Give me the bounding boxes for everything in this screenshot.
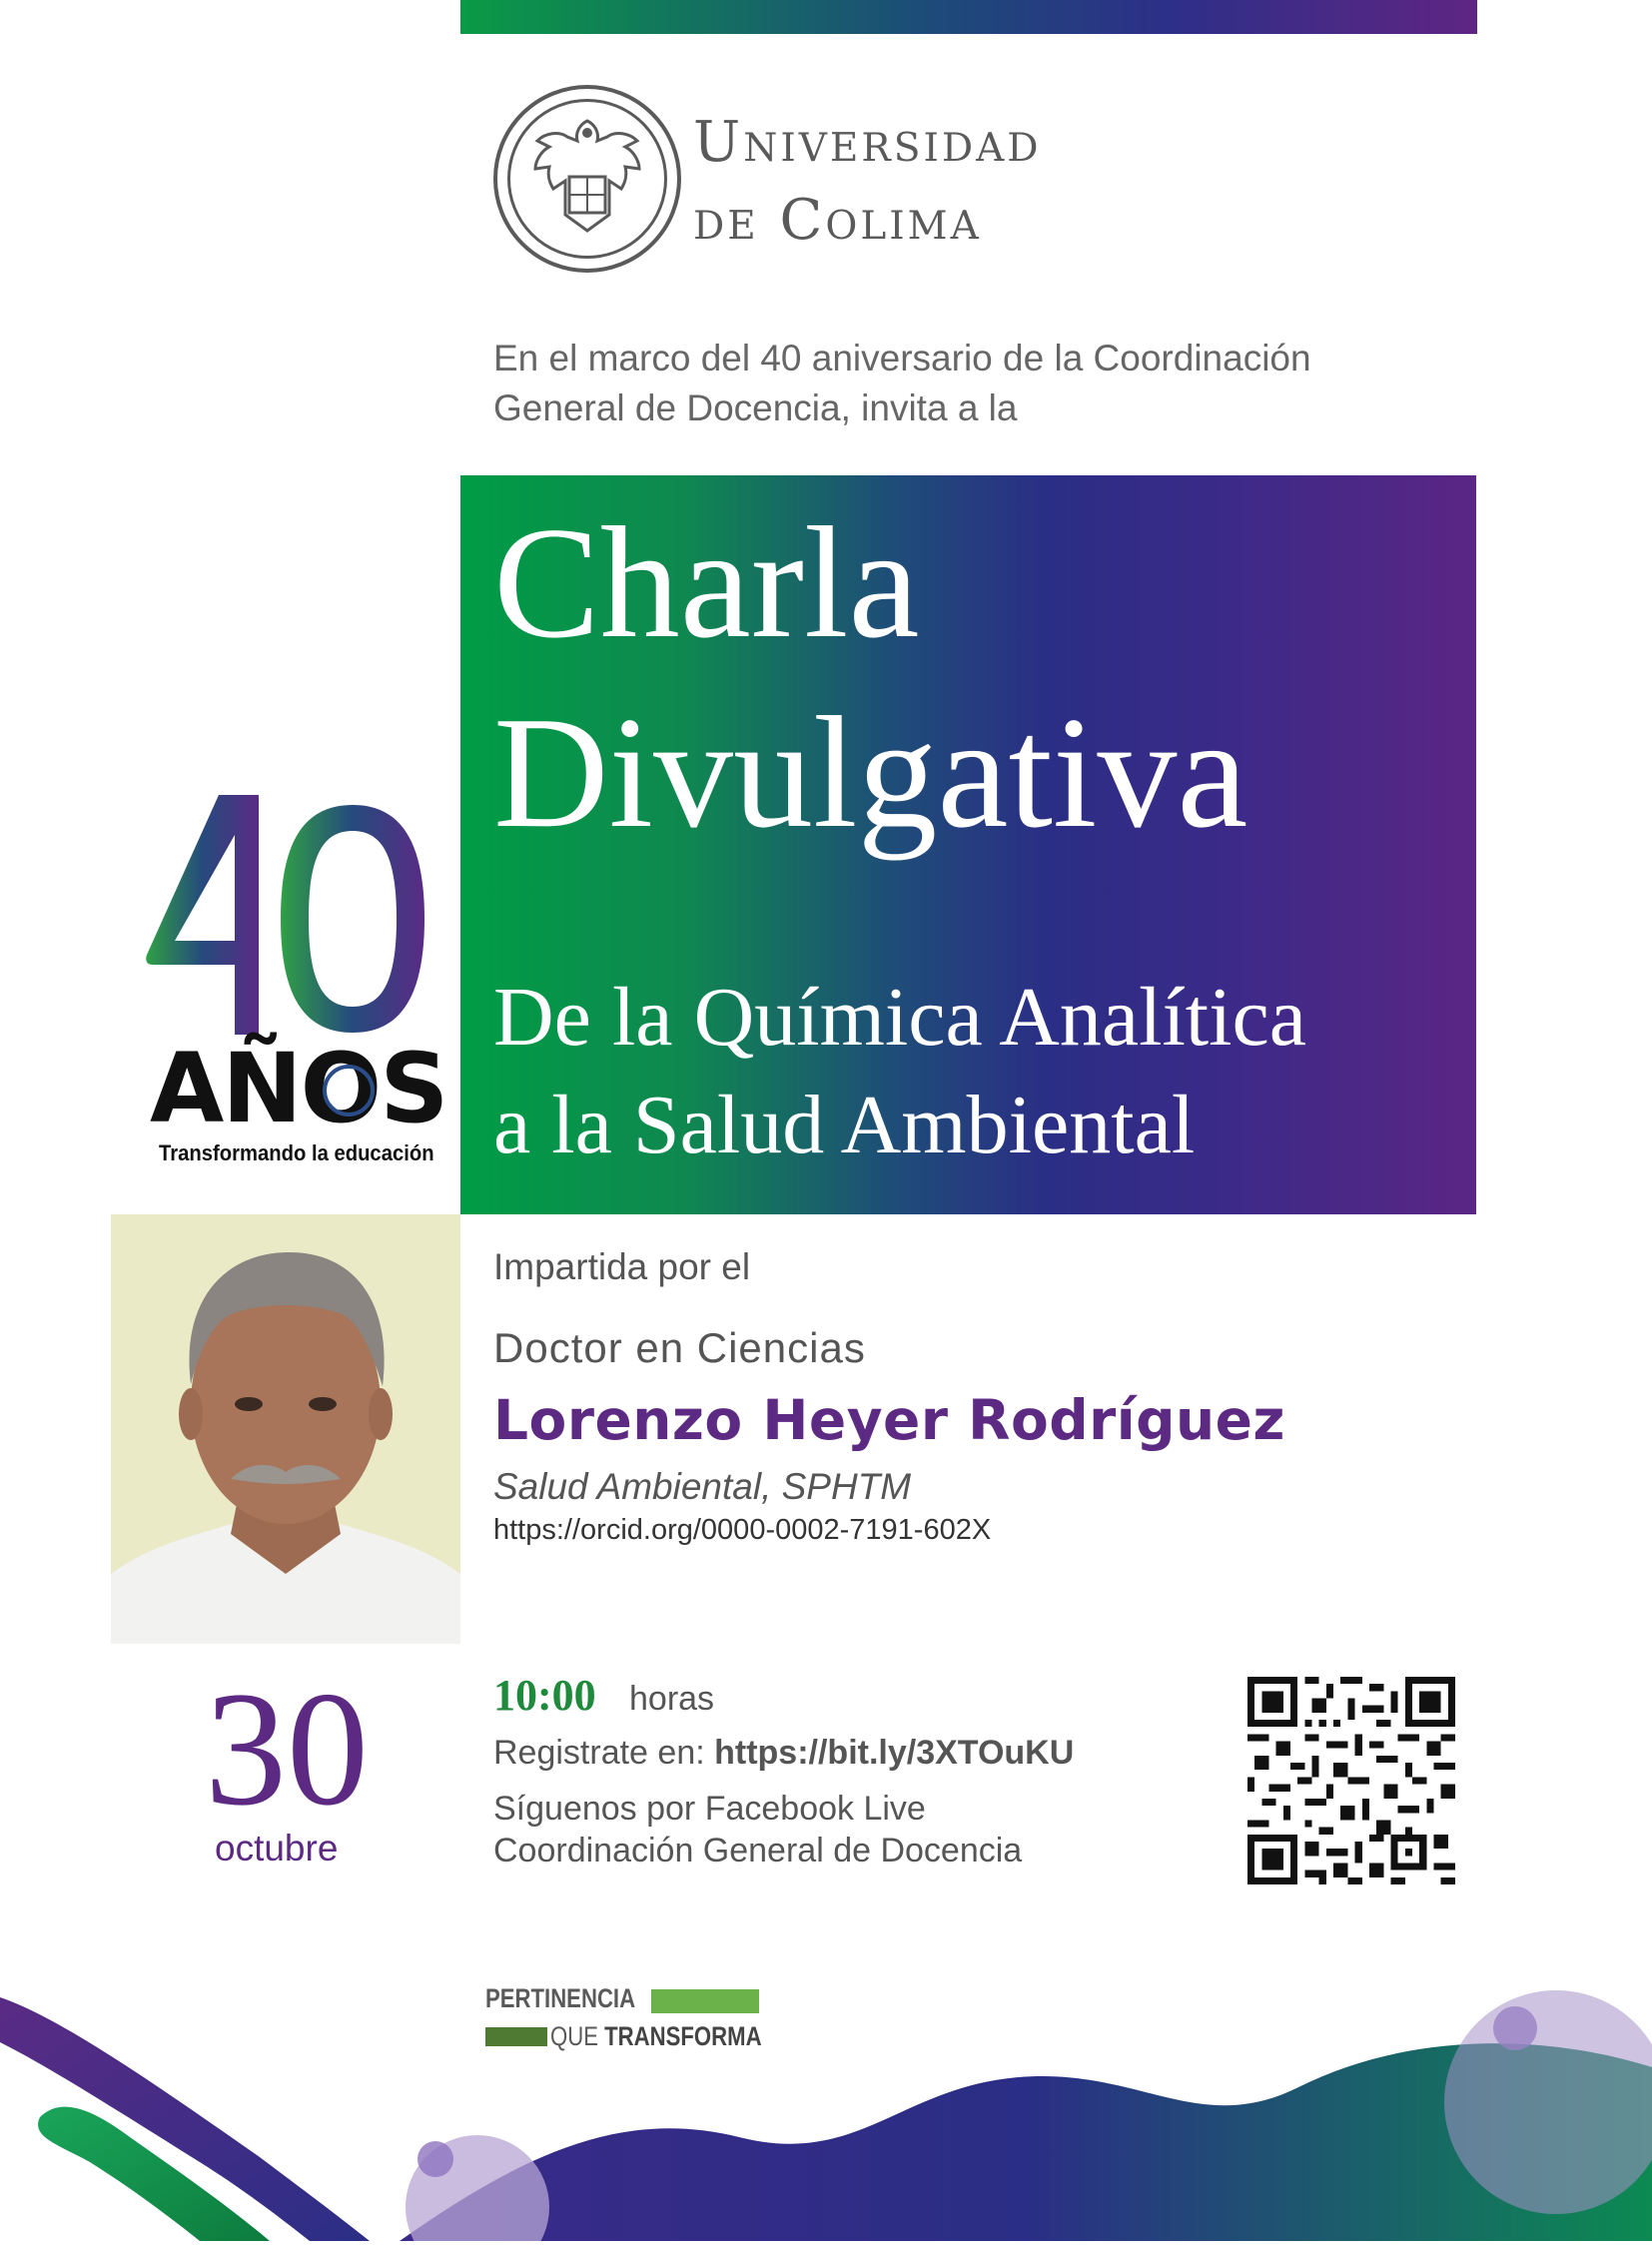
anniversary-40-logo (145, 795, 434, 1049)
register-label: Registrate en: (493, 1734, 715, 1772)
qr-code-icon[interactable] (1247, 1677, 1455, 1884)
top-gradient-bar (460, 0, 1477, 34)
footer-logo-line2b: TRANSFORMA (604, 2021, 762, 2051)
register-link[interactable]: https://bit.ly/3XTOuKU (714, 1734, 1075, 1772)
event-subtitle-line1: De la Química Analítica (493, 971, 1307, 1064)
cgd-emblem-icon (323, 1065, 375, 1117)
event-title-line1: Charla (493, 493, 920, 671)
speaker-name: Lorenzo Heyer Rodríguez (493, 1388, 1285, 1452)
speaker-affiliation: Salud Ambiental, SPHTM (493, 1466, 912, 1507)
intro-text (493, 334, 1452, 433)
anniversary-tagline: Transformando la educación (159, 1140, 434, 1165)
event-title-line2: Divulgativa (493, 683, 1248, 861)
speaker-degree: Doctor en Ciencias (493, 1324, 866, 1371)
university-seal-icon (493, 85, 681, 273)
event-day: 30 (205, 1659, 369, 1840)
event-month: octubre (215, 1828, 339, 1869)
intro-line1: En el marco del 40 aniversario de la Coordinación (493, 338, 1311, 378)
event-subtitle (493, 964, 1306, 1179)
speaker-intro: Impartida por el (493, 1246, 751, 1287)
intro-line2: General de Docencia, invita a la (493, 387, 1018, 428)
follow-line1: Síguenos por Facebook Live (493, 1790, 926, 1828)
follow-line2: Coordinación General de Docencia (493, 1832, 1023, 1870)
event-time-unit: horas (629, 1680, 715, 1718)
speaker-orcid-link[interactable]: https://orcid.org/0000-0002-7191-602X (493, 1514, 992, 1546)
decorative-waves (0, 1937, 1652, 2245)
event-title (493, 487, 1247, 867)
university-name-line1: Universidad (693, 110, 1042, 175)
footer-logo-line1: PERTINENCIA (485, 1983, 636, 2013)
footer-logo-line2a: QUE (550, 2021, 605, 2051)
event-subtitle-line2: a la Salud Ambiental (493, 1079, 1196, 1171)
speaker-photo (111, 1214, 460, 1644)
university-name (693, 104, 1042, 260)
event-time: 10:00 (493, 1671, 596, 1720)
anniversary-word: AÑOS (150, 1033, 447, 1144)
register-line (493, 1734, 1074, 1773)
university-name-line2: de Colima (693, 188, 982, 253)
